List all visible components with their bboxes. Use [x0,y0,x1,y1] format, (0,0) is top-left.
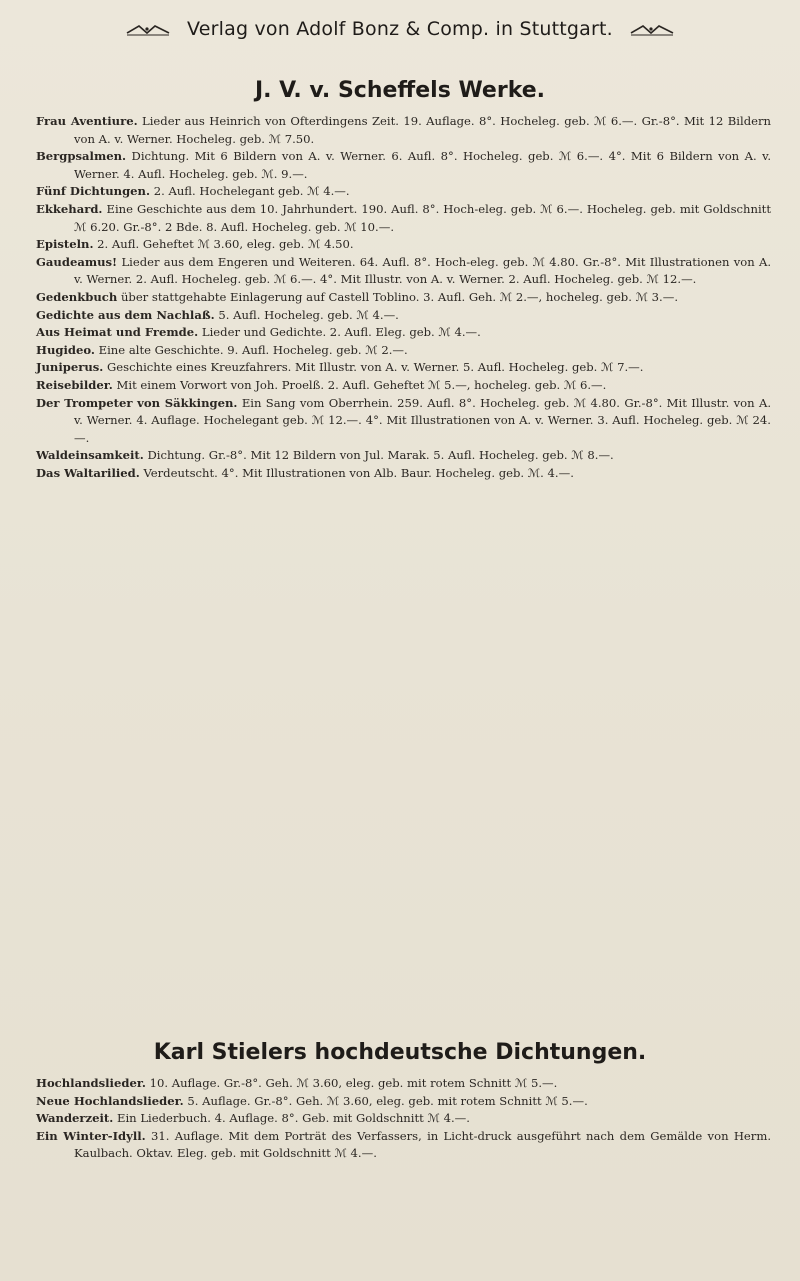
catalog-entry [36,254,771,289]
catalog-entry [36,447,771,465]
entry-text: 31. Auflage. Mit dem Porträt des Verfassers, in Licht-druck ausgeführt nach dem Gemälde von Herm. Kaulbach. Oktav. Eleg. geb. mit Goldschnitt ℳ 4.—. [74,1128,772,1161]
entry-text: 5. Aufl. Hocheleg. geb. ℳ 4.—. [218,307,399,322]
catalog-entry [36,377,771,395]
entry-text: über stattgehabte Einlagerung auf Castell Toblino. 3. Aufl. Geh. ℳ 2.—, hocheleg. geb. ℳ 3.—. [120,289,679,304]
entry-text: 5. Auflage. Gr.-8°. Geh. ℳ 3.60, eleg. geb. mit rotem Schnitt ℳ 5.—. [187,1093,588,1108]
stieler-entry-list [36,1075,771,1163]
entry-text: 10. Auflage. Gr.-8°. Geh. ℳ 3.60, eleg. geb. mit rotem Schnitt ℳ 5.—. [149,1076,558,1090]
entry-text: Mit einem Vorwort von Joh. Proelß. 2. Aufl. Geheftet ℳ 5.—, hocheleg. geb. ℳ 6.—. [116,377,607,392]
entry-title: Gaudeamus! [36,254,118,269]
entry-text: Dichtung. Mit 6 Bildern von A. v. Werner. 6. Aufl. 8°. Hocheleg. geb. ℳ 6.—. 4°. Mit 6 Bildern von A. v. Werner. 4. Aufl. Hocheleg. geb. ℳ. 9.—. [74,149,771,181]
entry-title: Der Trompeter von Säkkingen. [36,395,238,410]
section-title-scheffel: J. V. v. Scheffels Werke. [254,78,546,103]
catalog-entry [36,1128,771,1163]
entry-text: Eine Geschichte aus dem 10. Jahrhundert. 190. Aufl. 8°. Hoch-eleg. geb. ℳ 6.—. Hocheleg. geb. mit Goldschnitt ℳ 6.20. Gr.-8°. 2 Bde. 8. Aufl. Hocheleg. geb. ℳ 10.—. [74,201,771,234]
entry-text: Geschichte eines Kreuzfahrers. Mit Illustr. von A. v. Werner. 5. Aufl. Hocheleg. geb. ℳ 7.—. [107,360,644,375]
entry-title: Fünf Dichtungen. [36,184,151,199]
entry-text: Ein Sang vom Oberrhein. 259. Aufl. 8°. Hocheleg. geb. ℳ 4.80. Gr.-8°. Mit Illustr. von A. v. Werner. 4. Auflage. Hochelegant geb. ℳ 12.—. 4°. Mit Illustrationen von A. v. Werner. 3. Aufl. Hocheleg. geb. ℳ 24.—. [74,395,772,445]
catalog-entry [36,1075,771,1093]
catalog-entry [36,342,771,360]
entry-title: Ein Winter-Idyll. [36,1128,146,1143]
entry-title: Gedichte aus dem Nachlaß. [36,307,215,322]
catalog-entry [36,201,771,236]
catalog-entry [36,1110,771,1128]
entry-text: Ein Liederbuch. 4. Auflage. 8°. Geb. mit Goldschnitt ℳ 4.—. [117,1111,470,1126]
entry-text: Lieder und Gedichte. 2. Aufl. Eleg. geb. ℳ 4.—. [201,325,481,340]
catalog-entry [36,395,771,448]
entry-title: Das Waltarilied. [36,465,140,480]
publisher-line: Verlag von Adolf Bonz & Comp. in Stuttgart. [187,18,613,40]
entry-title: Waldeinsamkeit. [36,448,144,463]
entry-title: Aus Heimat und Fremde. [36,325,199,340]
entry-title: Hugideo. [36,342,95,357]
ornament-left-icon [125,23,171,37]
entry-text: Lieder aus dem Engeren und Weiteren. 64. Aufl. 8°. Hoch-eleg. geb. ℳ 4.80. Gr.-8°. Mit Illustrationen von A. v. Werner. 2. Aufl. Hocheleg. geb. ℳ 6.—. 4°. Mit Illustr. von A. v. Werner. 2. Aufl. Hocheleg. geb. ℳ 12.—. [74,254,772,287]
entry-text: 2. Aufl. Geheftet ℳ 3.60, eleg. geb. ℳ 4.50. [97,237,354,252]
entry-title: Episteln. [36,237,94,252]
entry-text: 2. Aufl. Hochelegant geb. ℳ 4.—. [153,184,350,199]
catalog-entry [36,183,771,201]
entry-title: Frau Aventiure. [36,114,138,128]
entry-title: Wanderzeit. [36,1111,114,1126]
scheffel-entry-list [36,113,771,482]
catalog-entry [36,148,771,183]
entry-title: Reisebilder. [36,377,113,392]
entry-title: Neue Hochlandslieder. [36,1093,184,1108]
catalog-entry [36,289,771,307]
entry-title: Juniperus. [36,360,104,375]
publisher-header [0,18,800,40]
section-title-stieler: Karl Stielers hochdeutsche Dichtungen. [153,1040,647,1065]
entry-text: Lieder aus Heinrich von Ofterdingens Zeit. 19. Auflage. 8°. Hocheleg. geb. ℳ 6.—. Gr.-8°. Mit 12 Bildern von A. v. Werner. Hocheleg. geb. ℳ 7.50. [74,114,771,146]
entry-title: Hochlandslieder. [36,1076,146,1090]
entry-title: Gedenkbuch [36,289,118,304]
catalog-entry [36,359,771,377]
catalog-entry [36,324,771,342]
catalog-entry [36,236,771,254]
catalog-entry [36,465,771,483]
entry-title: Ekkehard. [36,201,103,216]
entry-text: Dichtung. Gr.-8°. Mit 12 Bildern von Jul. Marak. 5. Aufl. Hocheleg. geb. ℳ 8.—. [147,448,614,463]
entry-text: Eine alte Geschichte. 9. Aufl. Hocheleg. geb. ℳ 2.—. [98,342,408,357]
catalog-entry [36,1093,771,1111]
ornament-right-icon [629,23,675,37]
catalog-entry [36,307,771,325]
catalog-entry [36,113,771,148]
entry-text: Verdeutscht. 4°. Mit Illustrationen von Alb. Baur. Hocheleg. geb. ℳ. 4.—. [143,465,574,480]
entry-title: Bergpsalmen. [36,149,127,164]
